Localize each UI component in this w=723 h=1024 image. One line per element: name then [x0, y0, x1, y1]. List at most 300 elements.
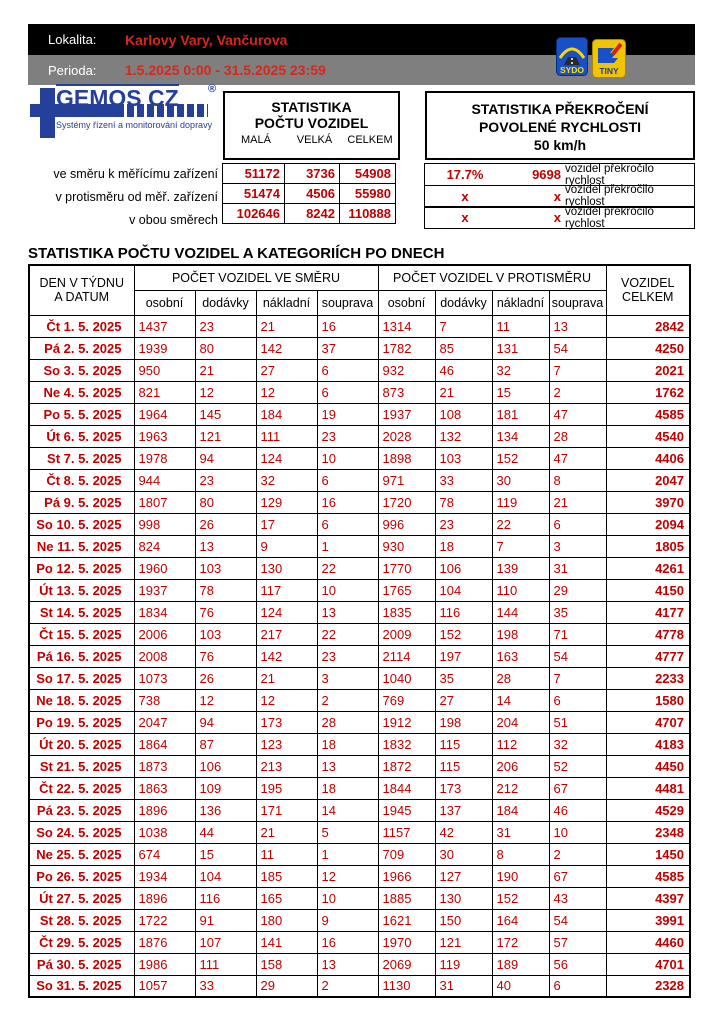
cell-total: 2021 — [606, 359, 690, 381]
daily-table-row — [29, 623, 690, 645]
cell-total: 1450 — [606, 843, 690, 865]
cell-day-date: Čt 22. 5. 2025 — [29, 777, 134, 799]
cell-count: 873 — [378, 381, 435, 403]
cell-count: 21 — [256, 315, 317, 337]
daily-table-row — [29, 425, 690, 447]
cell-count: 115 — [435, 755, 492, 777]
cell-count: 32 — [549, 733, 606, 755]
cell-count: 130 — [256, 557, 317, 579]
cell-count: 12 — [195, 689, 256, 711]
summary-value-cell: 51474 — [223, 184, 285, 204]
cell-day-date: So 17. 5. 2025 — [29, 667, 134, 689]
cell-count: 189 — [492, 953, 549, 975]
cell-count: 2008 — [134, 645, 195, 667]
cell-count: 57 — [549, 931, 606, 953]
summary-row-label: v protisměru od měř. zařízení — [55, 190, 218, 204]
daily-table-row — [29, 821, 690, 843]
summary-value-cell: 54908 — [340, 164, 396, 184]
cell-count: 1963 — [134, 425, 195, 447]
cell-total: 2233 — [606, 667, 690, 689]
cell-total: 4778 — [606, 623, 690, 645]
cell-count: 94 — [195, 711, 256, 733]
cell-count: 103 — [435, 447, 492, 469]
daily-table-row — [29, 909, 690, 931]
cell-count: 1314 — [378, 315, 435, 337]
cell-day-date: Po 5. 5. 2025 — [29, 403, 134, 425]
cell-day-date: Ne 18. 5. 2025 — [29, 689, 134, 711]
cell-count: 51 — [549, 711, 606, 733]
cell-count: 106 — [435, 557, 492, 579]
cell-count: 1986 — [134, 953, 195, 975]
tiny-label: TINY — [599, 66, 619, 76]
cell-count: 7 — [549, 359, 606, 381]
cell-count: 124 — [256, 601, 317, 623]
daily-table-row — [29, 557, 690, 579]
cell-count: 17 — [256, 513, 317, 535]
cell-count: 1834 — [134, 601, 195, 623]
cell-total: 4397 — [606, 887, 690, 909]
cell-count: 184 — [492, 799, 549, 821]
cell-count: 1722 — [134, 909, 195, 931]
cell-count: 22 — [317, 557, 378, 579]
cell-count: 54 — [549, 909, 606, 931]
cell-count: 87 — [195, 733, 256, 755]
daily-table-row — [29, 865, 690, 887]
cell-count: 824 — [134, 535, 195, 557]
daily-table-title: STATISTIKA POČTU VOZIDEL A KATEGORIÍCH PO DNECH — [28, 245, 445, 262]
cell-count: 46 — [435, 359, 492, 381]
daily-table-row — [29, 381, 690, 403]
cell-count: 6 — [549, 689, 606, 711]
header-total-line1: VOZIDEL — [621, 276, 675, 291]
registered-mark: ® — [208, 83, 217, 95]
cell-day-date: Út 20. 5. 2025 — [29, 733, 134, 755]
cell-count: 108 — [435, 403, 492, 425]
daily-table-row — [29, 535, 690, 557]
cell-count: 1970 — [378, 931, 435, 953]
speed-count: x — [553, 210, 561, 225]
cell-count: 2114 — [378, 645, 435, 667]
cell-count: 9 — [256, 535, 317, 557]
col-header-velka: VELKÁ — [296, 134, 333, 146]
summary-values-table — [222, 163, 396, 224]
cell-day-date: Po 12. 5. 2025 — [29, 557, 134, 579]
cell-count: 22 — [492, 513, 549, 535]
summary-value-cell: 110888 — [340, 204, 396, 224]
cell-count: 5 — [317, 821, 378, 843]
cell-count: 28 — [317, 711, 378, 733]
cell-total: 1805 — [606, 535, 690, 557]
cell-count: 15 — [492, 381, 549, 403]
cell-count: 40 — [492, 975, 549, 997]
cell-day-date: Út 6. 5. 2025 — [29, 425, 134, 447]
cell-total: 4460 — [606, 931, 690, 953]
summary-value-row — [223, 204, 396, 224]
cell-day-date: Po 26. 5. 2025 — [29, 865, 134, 887]
cell-count: 1782 — [378, 337, 435, 359]
speed-note: vozidel překročilo rychlost — [565, 162, 654, 187]
cell-count: 1835 — [378, 601, 435, 623]
cell-count: 115 — [435, 733, 492, 755]
summary-value-cell: 3736 — [285, 164, 340, 184]
cell-count: 2009 — [378, 623, 435, 645]
cell-count: 1073 — [134, 667, 195, 689]
logo-title: GEMOS CZ — [56, 85, 179, 111]
daily-table-row — [29, 645, 690, 667]
cell-count: 137 — [435, 799, 492, 821]
cell-count: 21 — [256, 821, 317, 843]
cell-count: 1040 — [378, 667, 435, 689]
cell-count: 7 — [435, 315, 492, 337]
speed-percent: 17.7% — [446, 167, 484, 182]
cell-count: 173 — [435, 777, 492, 799]
cell-count: 6 — [549, 513, 606, 535]
cell-count: 1 — [317, 843, 378, 865]
cell-count: 195 — [256, 777, 317, 799]
cell-count: 103 — [195, 557, 256, 579]
perioda-value: 1.5.2025 0:00 - 31.5.2025 23:59 — [125, 62, 326, 78]
daily-table-row — [29, 975, 690, 997]
cell-day-date: Pá 2. 5. 2025 — [29, 337, 134, 359]
subheader-osobni-smer: osobní — [134, 290, 195, 315]
cell-count: 29 — [549, 579, 606, 601]
cell-count: 129 — [256, 491, 317, 513]
cell-count: 165 — [256, 887, 317, 909]
cell-count: 80 — [195, 491, 256, 513]
cell-count: 18 — [435, 535, 492, 557]
cell-count: 1832 — [378, 733, 435, 755]
cell-count: 12 — [317, 865, 378, 887]
speed-limit-box — [425, 91, 695, 160]
speed-box-title-2: POVOLENÉ RYCHLOSTI — [478, 119, 642, 136]
header-day-date — [29, 265, 134, 315]
cell-count: 932 — [378, 359, 435, 381]
daily-table-row — [29, 447, 690, 469]
col-header-celkem: CELKEM — [347, 134, 393, 146]
cell-count: 54 — [549, 645, 606, 667]
cell-count: 1960 — [134, 557, 195, 579]
cell-total: 2094 — [606, 513, 690, 535]
cell-count: 13 — [549, 315, 606, 337]
cell-count: 37 — [317, 337, 378, 359]
cell-count: 132 — [435, 425, 492, 447]
speed-stats-row — [424, 163, 695, 186]
cell-count: 76 — [195, 645, 256, 667]
cell-count: 158 — [256, 953, 317, 975]
cell-count: 1872 — [378, 755, 435, 777]
cell-count: 13 — [195, 535, 256, 557]
cell-count: 26 — [195, 667, 256, 689]
cell-count: 190 — [492, 865, 549, 887]
cell-count: 104 — [435, 579, 492, 601]
cell-count: 31 — [492, 821, 549, 843]
cell-count: 28 — [492, 667, 549, 689]
cell-count: 6 — [317, 359, 378, 381]
speed-count: 9698 — [532, 167, 561, 182]
cell-count: 1807 — [134, 491, 195, 513]
cell-count: 1720 — [378, 491, 435, 513]
cell-count: 1896 — [134, 799, 195, 821]
cell-count: 19 — [317, 403, 378, 425]
cell-count: 18 — [317, 733, 378, 755]
speed-note: vozidel překročilo rychlost — [565, 184, 654, 208]
cell-count: 27 — [435, 689, 492, 711]
daily-table-row — [29, 491, 690, 513]
cell-count: 21 — [435, 381, 492, 403]
cell-count: 1937 — [134, 579, 195, 601]
cell-count: 738 — [134, 689, 195, 711]
daily-table-row — [29, 777, 690, 799]
cell-count: 1621 — [378, 909, 435, 931]
cell-count: 1770 — [378, 557, 435, 579]
cell-total: 4177 — [606, 601, 690, 623]
cell-count: 46 — [549, 799, 606, 821]
speed-box-title-3: 50 km/h — [533, 137, 587, 154]
sydo-road-icon — [556, 37, 588, 81]
cell-count: 1038 — [134, 821, 195, 843]
cell-total: 2348 — [606, 821, 690, 843]
cell-total: 2047 — [606, 469, 690, 491]
cell-count: 23 — [435, 513, 492, 535]
cell-count: 103 — [195, 623, 256, 645]
cell-count: 116 — [435, 601, 492, 623]
cell-total: 3991 — [606, 909, 690, 931]
cell-count: 23 — [195, 469, 256, 491]
speed-percent: x — [461, 188, 469, 204]
cell-count: 29 — [256, 975, 317, 997]
cell-count: 80 — [195, 337, 256, 359]
summary-labels — [28, 163, 218, 232]
cell-count: 150 — [435, 909, 492, 931]
cell-count: 11 — [492, 315, 549, 337]
cell-count: 1964 — [134, 403, 195, 425]
cell-total: 4777 — [606, 645, 690, 667]
cell-count: 26 — [195, 513, 256, 535]
cell-count: 2 — [549, 843, 606, 865]
cell-count: 13 — [317, 755, 378, 777]
cell-count: 8 — [492, 843, 549, 865]
cell-count: 78 — [435, 491, 492, 513]
cell-day-date: Ne 25. 5. 2025 — [29, 843, 134, 865]
cell-count: 1157 — [378, 821, 435, 843]
cell-count: 181 — [492, 403, 549, 425]
cell-count: 998 — [134, 513, 195, 535]
speed-stats-rows — [424, 163, 695, 229]
cell-day-date: So 31. 5. 2025 — [29, 975, 134, 997]
cell-count: 32 — [256, 469, 317, 491]
daily-table-row — [29, 337, 690, 359]
summary-value-row — [223, 164, 396, 184]
cell-count: 47 — [549, 447, 606, 469]
cell-count: 2006 — [134, 623, 195, 645]
cell-day-date: Pá 9. 5. 2025 — [29, 491, 134, 513]
cell-count: 164 — [492, 909, 549, 931]
cell-count: 14 — [317, 799, 378, 821]
gemos-logo — [30, 83, 230, 149]
perioda-label: Perioda: — [48, 62, 97, 78]
summary-row-label: ve směru k měřícímu zařízení — [53, 167, 218, 181]
cell-count: 116 — [195, 887, 256, 909]
cell-count: 119 — [492, 491, 549, 513]
subheader-souprava-proti: souprava — [549, 290, 606, 315]
cell-day-date: Čt 29. 5. 2025 — [29, 931, 134, 953]
cell-count: 14 — [492, 689, 549, 711]
cell-count: 1912 — [378, 711, 435, 733]
cell-count: 7 — [549, 667, 606, 689]
cell-count: 1863 — [134, 777, 195, 799]
cell-count: 152 — [492, 447, 549, 469]
daily-table — [28, 264, 691, 998]
daily-table-row — [29, 755, 690, 777]
cell-count: 136 — [195, 799, 256, 821]
cell-count: 1937 — [378, 403, 435, 425]
cell-count: 7 — [492, 535, 549, 557]
cell-count: 173 — [256, 711, 317, 733]
cell-count: 11 — [256, 843, 317, 865]
cell-count: 996 — [378, 513, 435, 535]
daily-table-row — [29, 689, 690, 711]
cell-total: 4701 — [606, 953, 690, 975]
cell-count: 21 — [195, 359, 256, 381]
header — [28, 24, 695, 85]
cell-count: 8 — [549, 469, 606, 491]
cell-count: 35 — [435, 667, 492, 689]
cell-count: 1885 — [378, 887, 435, 909]
cell-count: 198 — [435, 711, 492, 733]
cell-count: 30 — [435, 843, 492, 865]
cell-total: 4585 — [606, 865, 690, 887]
cell-count: 16 — [317, 931, 378, 953]
lokalita-value: Karlovy Vary, Vančurova — [125, 31, 288, 48]
cell-count: 12 — [256, 689, 317, 711]
cell-count: 13 — [317, 601, 378, 623]
cell-count: 52 — [549, 755, 606, 777]
cell-count: 152 — [492, 887, 549, 909]
daily-table-row — [29, 601, 690, 623]
cell-count: 1939 — [134, 337, 195, 359]
cell-count: 22 — [317, 623, 378, 645]
daily-table-row — [29, 469, 690, 491]
daily-table-row — [29, 887, 690, 909]
sydo-label: SYDO — [559, 65, 585, 75]
cell-count: 31 — [549, 557, 606, 579]
cell-count: 1896 — [134, 887, 195, 909]
cell-count: 198 — [492, 623, 549, 645]
cell-count: 674 — [134, 843, 195, 865]
cell-count: 131 — [492, 337, 549, 359]
daily-table-row — [29, 359, 690, 381]
cell-count: 18 — [317, 777, 378, 799]
cell-count: 67 — [549, 865, 606, 887]
cell-count: 123 — [256, 733, 317, 755]
cell-total: 4585 — [606, 403, 690, 425]
summary-value-cell: 51172 — [223, 164, 285, 184]
cell-count: 2028 — [378, 425, 435, 447]
cell-count: 2 — [317, 975, 378, 997]
cell-day-date: Čt 15. 5. 2025 — [29, 623, 134, 645]
subheader-nakladni-smer: nákladní — [256, 290, 317, 315]
cell-total: 1580 — [606, 689, 690, 711]
cell-count: 30 — [492, 469, 549, 491]
cell-count: 1934 — [134, 865, 195, 887]
speed-stats-row — [424, 206, 695, 229]
cell-count: 1130 — [378, 975, 435, 997]
cell-count: 197 — [435, 645, 492, 667]
cell-count: 1898 — [378, 447, 435, 469]
daily-table-row — [29, 579, 690, 601]
cell-day-date: So 10. 5. 2025 — [29, 513, 134, 535]
cell-day-date: Čt 1. 5. 2025 — [29, 315, 134, 337]
cell-count: 42 — [435, 821, 492, 843]
cell-count: 139 — [492, 557, 549, 579]
cell-count: 709 — [378, 843, 435, 865]
cell-day-date: Pá 30. 5. 2025 — [29, 953, 134, 975]
cell-count: 1945 — [378, 799, 435, 821]
cell-count: 3 — [549, 535, 606, 557]
cell-count: 56 — [549, 953, 606, 975]
cell-count: 10 — [317, 887, 378, 909]
cell-day-date: Út 13. 5. 2025 — [29, 579, 134, 601]
header-total-line2: CELKEM — [622, 290, 674, 305]
subheader-dodavky-proti: dodávky — [435, 290, 492, 315]
cell-count: 23 — [317, 425, 378, 447]
cell-count: 127 — [435, 865, 492, 887]
header-day-line1: DEN V TÝDNU — [39, 276, 124, 291]
cell-day-date: St 28. 5. 2025 — [29, 909, 134, 931]
summary-value-cell: 4506 — [285, 184, 340, 204]
cell-total: 4183 — [606, 733, 690, 755]
cell-count: 109 — [195, 777, 256, 799]
speed-count: x — [553, 188, 561, 204]
cell-total: 4481 — [606, 777, 690, 799]
speed-percent: x — [461, 210, 469, 225]
speed-note: vozidel překročilo rychlost — [565, 205, 654, 230]
cell-day-date: Ne 11. 5. 2025 — [29, 535, 134, 557]
cell-count: 47 — [549, 403, 606, 425]
cell-count: 117 — [256, 579, 317, 601]
cell-count: 2 — [317, 689, 378, 711]
summary-value-row — [223, 184, 396, 204]
daily-table-row — [29, 513, 690, 535]
cell-count: 9 — [317, 909, 378, 931]
summary-value-cell: 55980 — [340, 184, 396, 204]
cell-count: 91 — [195, 909, 256, 931]
cell-day-date: Čt 8. 5. 2025 — [29, 469, 134, 491]
cell-total: 4250 — [606, 337, 690, 359]
daily-table-row — [29, 799, 690, 821]
subheader-osobni-proti: osobní — [378, 290, 435, 315]
daily-table-body — [29, 315, 690, 997]
cell-count: 44 — [195, 821, 256, 843]
cell-count: 71 — [549, 623, 606, 645]
cell-count: 212 — [492, 777, 549, 799]
cell-count: 172 — [492, 931, 549, 953]
cell-day-date: So 24. 5. 2025 — [29, 821, 134, 843]
cell-count: 1966 — [378, 865, 435, 887]
cell-total: 4406 — [606, 447, 690, 469]
cell-count: 6 — [549, 975, 606, 997]
cell-count: 141 — [256, 931, 317, 953]
cell-count: 43 — [549, 887, 606, 909]
cell-count: 111 — [195, 953, 256, 975]
cell-count: 163 — [492, 645, 549, 667]
cell-count: 6 — [317, 381, 378, 403]
cell-count: 16 — [317, 491, 378, 513]
cell-count: 85 — [435, 337, 492, 359]
cell-count: 119 — [435, 953, 492, 975]
cell-count: 1978 — [134, 447, 195, 469]
summary-value-cell: 8242 — [285, 204, 340, 224]
